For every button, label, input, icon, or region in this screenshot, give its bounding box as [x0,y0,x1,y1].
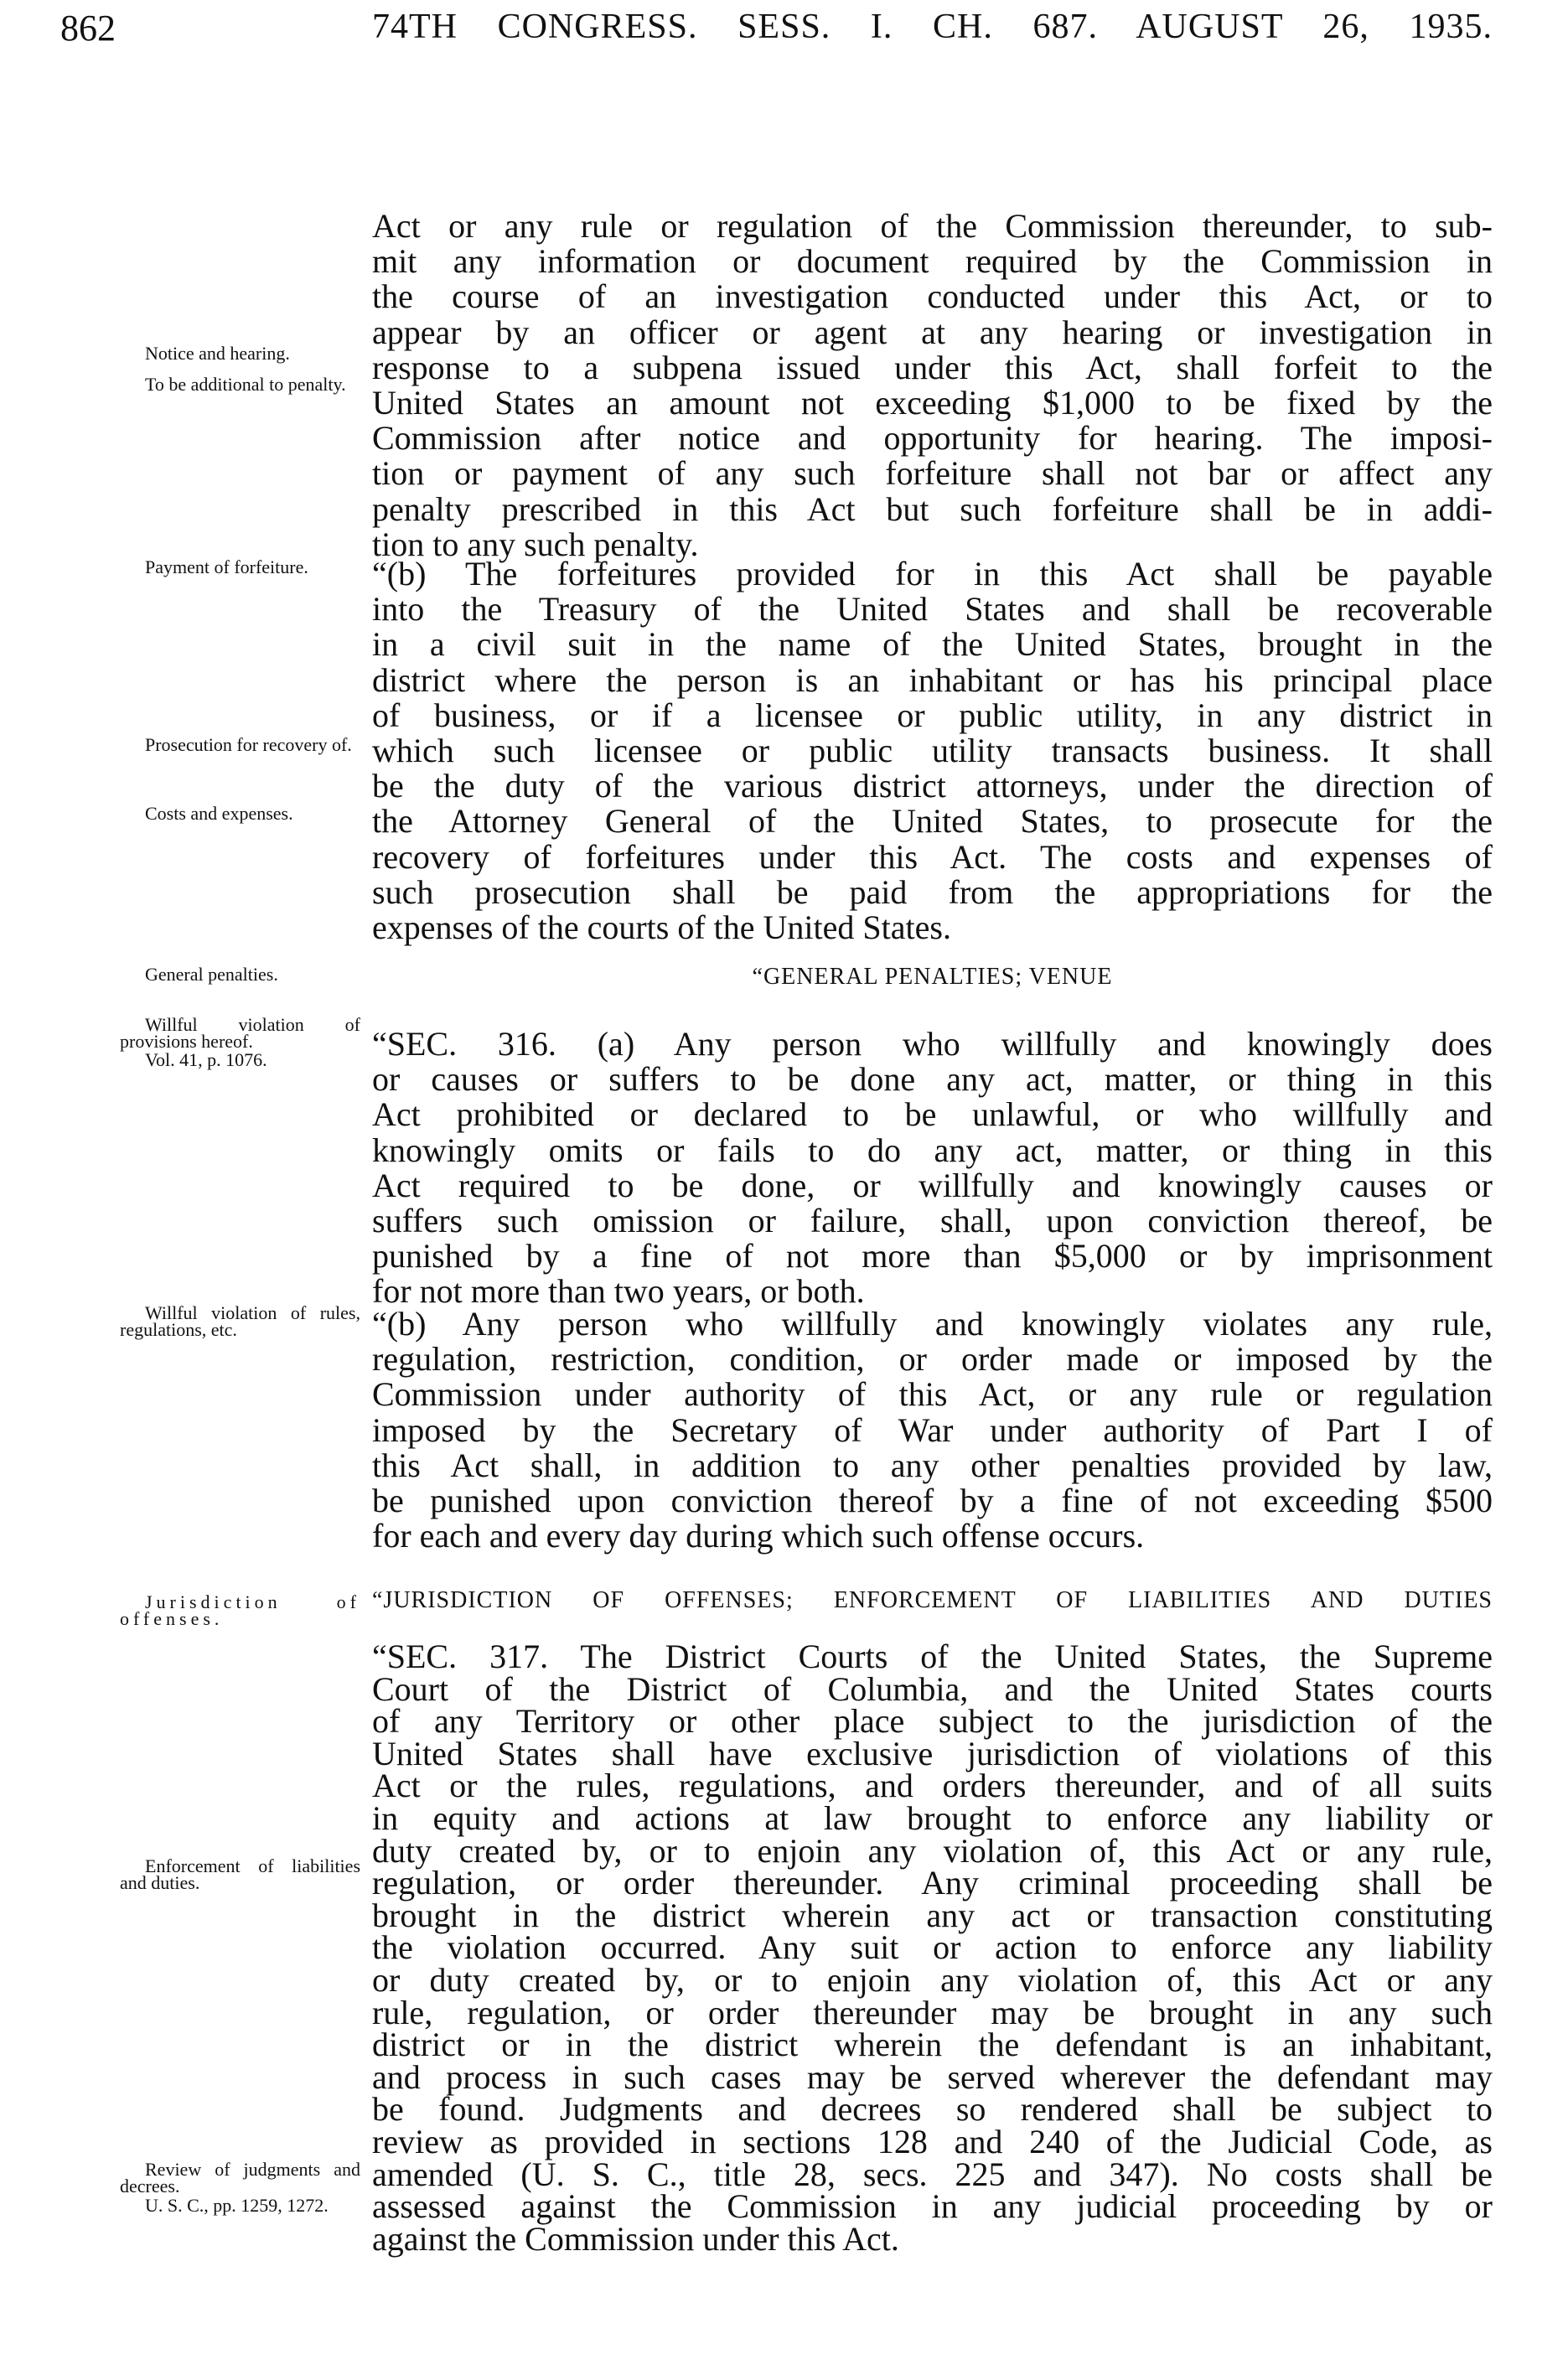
text-line: suffers such omission or failure, shall, upon conviction thereof, be [372,1201,1493,1239]
text-line: which such licensee or public utility transacts business. It shall [372,731,1493,769]
margin-note: Notice and hearing. [145,343,290,364]
text-line: “SEC. 317. The District Courts of the United States, the Supreme [372,1638,1493,1675]
text-line: in a civil suit in the name of the United States, brought in the [372,625,1493,664]
text-line: in equity and actions at law brought to enforce any liability or [372,1798,1493,1837]
text-line: appear by an officer or agent at any hearing or investigation in [372,313,1493,351]
text-line: penalty prescribed in this Act but such forfeiture shall be in addi- [372,489,1493,528]
text-line: duty created by, or to enjoin any violation of, this Act or any rule, [372,1831,1493,1870]
text-line: regulation, restriction, condition, or order made or imposed by the [372,1340,1493,1379]
margin-note: U. S. C., pp. 1259, 1272. [145,2195,329,2216]
margin-note: Willful violation of provisions hereof. [120,1014,360,1052]
text-line: expenses of the courts of the United States. [372,908,951,946]
text-line: mit any information or document required by the Commission in [372,242,1493,281]
text-line: Commission after notice and opportunity for hearing. The imposi- [372,419,1493,458]
text-line: “(b) Any person who willfully and knowingly violates any rule, [372,1305,1493,1343]
section-heading-general-penalties: “GENERAL PENALTIES; VENUE [752,964,1113,990]
text-line: the Attorney General of the United States, to prosecute for the [372,802,1493,841]
text-line: of business, or if a licensee or public utility, in any district in [372,696,1493,734]
text-line: into the Treasury of the United States and shall be recoverable [372,590,1493,629]
text-line: United States shall have exclusive jurisdiction of violations of this [372,1734,1493,1772]
margin-note: Costs and expenses. [145,803,293,824]
section-316a [372,1027,1493,1310]
text-line: against the Commission under this Act. [372,2219,899,2258]
text-line: this Act shall, in addition to any other penalties provided by law, [372,1446,1493,1484]
text-line: district where the person is an inhabitant or has his principal place [372,660,1493,699]
margin-note: Prosecution for recovery of. [145,734,352,755]
text-line: brought in the district wherein any act or transaction constituting [372,1896,1493,1934]
text-line: response to a subpena issued under this Act, shall forfeit to the [372,348,1493,386]
text-line: review as provided in sections 128 and 240 of the Judicial Code, as [372,2122,1493,2160]
margin-note: Payment of forfeiture. [145,556,308,577]
section-316b [372,1307,1493,1554]
margin-note: To be additional to penalty. [145,374,346,395]
text-line: the violation occurred. Any suit or action to enforce any liability [372,1928,1493,1967]
text-line: the course of an investigation conducted under this Act, or to [372,277,1493,316]
text-line: be found. Judgments and decrees so rendered shall be subject to [372,2090,1493,2129]
text-line: rule, regulation, or order thereunder may be brought in any such [372,1993,1493,2031]
margin-note: Vol. 41, p. 1076. [145,1049,267,1070]
text-line: recovery of forfeitures under this Act. The costs and expenses of [372,837,1493,876]
text-line: “SEC. 316. (a) Any person who willfully and knowingly does [372,1025,1493,1063]
text-line: be punished upon conviction thereof by a fine of not exceeding $500 [372,1481,1493,1519]
text-line: tion to any such penalty. [372,525,699,563]
text-line: district or in the district wherein the defendant is an inhabitant, [372,2026,1493,2064]
margin-note: Enforcement of liabilities and duties. [120,1855,360,1893]
running-head: 74TH CONGRESS. SESS. I. CH. 687. AUGUST 26, 1935. [372,8,1493,46]
text-line: “(b) The forfeitures provided for in this Act shall be payable [372,555,1493,592]
paragraph-b-forfeitures-payable [372,556,1493,945]
text-line: Act prohibited or declared to be unlawful, or who willfully and [372,1095,1493,1134]
text-line: and process in such cases may be served wherever the defendant may [372,2057,1493,2096]
text-line: Act or the rules, regulations, and orders thereunder, and of all suits [372,1767,1493,1805]
text-line: for not more than two years, or both. [372,1272,865,1311]
text-line: or causes or suffers to be done any act, matter, or thing in this [372,1060,1493,1099]
text-line: punished by a fine of not more than $5,000 or by imprisonment [372,1237,1493,1275]
margin-note: Jurisdiction of offenses. [120,1591,360,1629]
text-line: Act required to be done, or willfully and knowingly causes or [372,1166,1493,1204]
text-line: of any Territory or other place subject to the jurisdiction of the [372,1702,1493,1741]
text-line: or duty created by, or to enjoin any violation of, this Act or any [372,1960,1493,1999]
paragraph-forfeiture [372,209,1493,562]
text-line: for each and every day during which such offense occurs. [372,1517,1145,1555]
text-line: regulation, or order thereunder. Any criminal proceeding shall be [372,1864,1493,1902]
margin-note: Willful violation of rules, regulations, etc. [120,1302,360,1340]
section-heading-jurisdiction: “JURISDICTION OF OFFENSES; ENFORCEMENT OF LIABILITIES AND DUTIES [372,1587,1493,1613]
text-line: Act or any rule or regulation of the Commission thereunder, to sub- [372,207,1493,245]
page-number: 862 [60,8,116,49]
text-line: be the duty of the various district attorneys, under the direction of [372,767,1493,805]
text-line: tion or payment of any such forfeiture shall not bar or affect any [372,454,1493,493]
margin-note: General penalties. [145,964,278,985]
text-line: assessed against the Commission in any judicial proceeding by or [372,2187,1493,2226]
section-317 [372,1638,1493,2258]
text-line: such prosecution shall be paid from the appropriations for the [372,872,1493,911]
margin-note: Review of judgments and decrees. [120,2159,360,2196]
text-line: United States an amount not exceeding $1,000 to be fixed by the [372,383,1493,422]
text-line: imposed by the Secretary of War under authority of Part I of [372,1410,1493,1449]
text-line: Commission under authority of this Act, or any rule or regulation [372,1375,1493,1414]
text-line: amended (U. S. C., title 28, secs. 225 and 347). No costs shall be [372,2155,1493,2193]
text-line: knowingly omits or fails to do any act, matter, or thing in this [372,1131,1493,1169]
text-line: Court of the District of Columbia, and the United States courts [372,1669,1493,1708]
